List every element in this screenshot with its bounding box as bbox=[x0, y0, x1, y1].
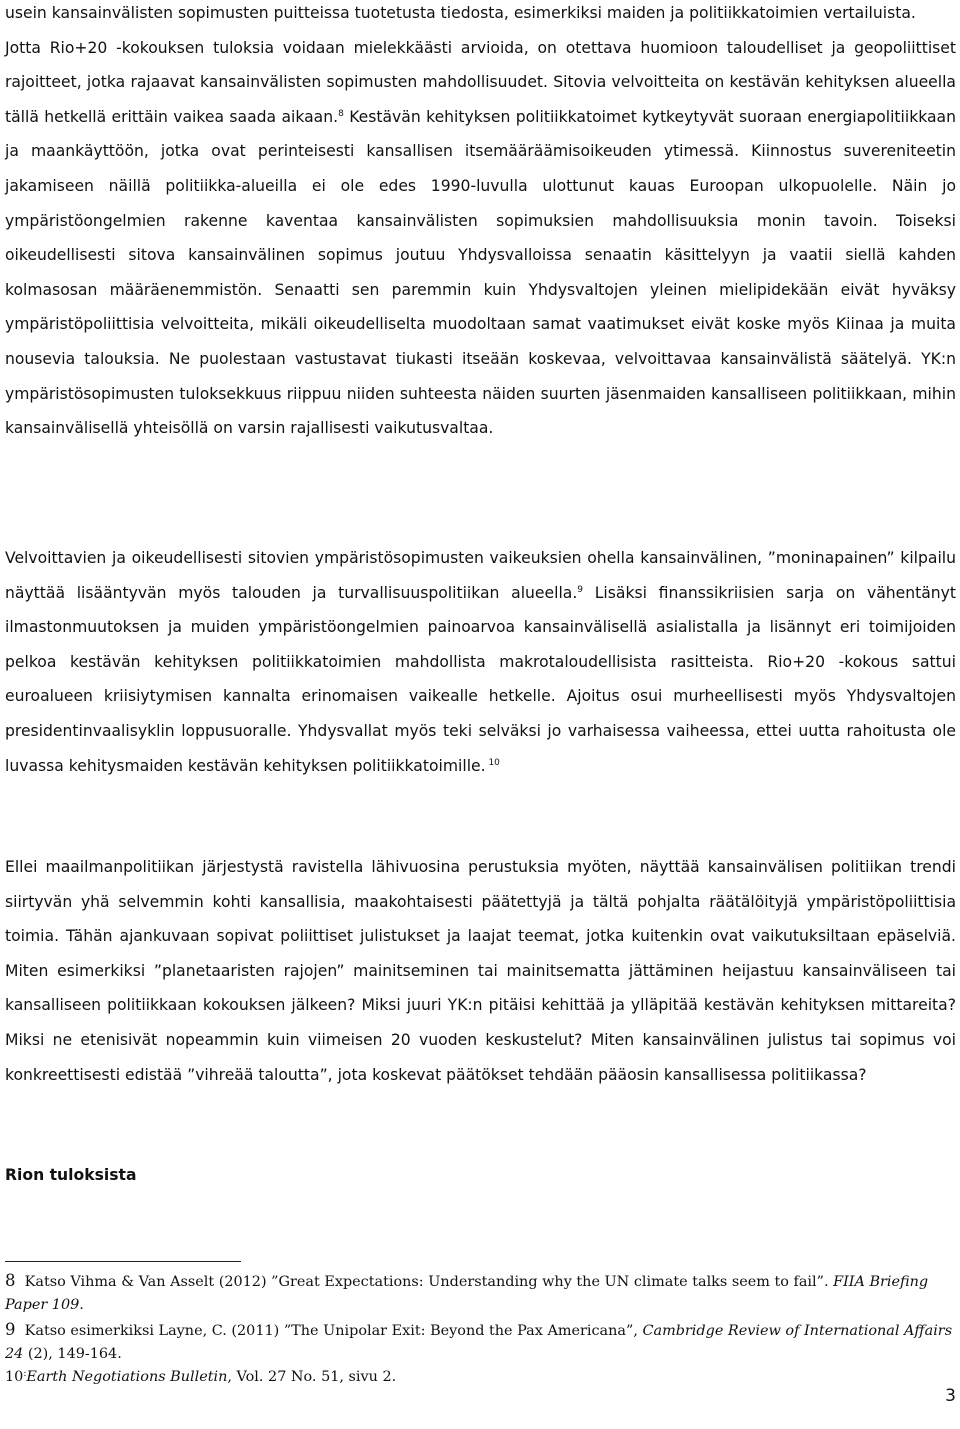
footnote-source-title: Earth Negotiations Bulletin bbox=[26, 1369, 228, 1386]
footnote-text: (2), 149-164. bbox=[23, 1345, 122, 1362]
paragraph-text: Velvoittavien ja oikeudellisesti sitovien ympäristösopimusten vaikeuksien ohella kansainvälinen, ”moninapainen” kilpailu näyttää lisääntyvän myös talouden ja turvallisuuspolitiikan alueella. bbox=[5, 549, 956, 602]
page-number: 3 bbox=[945, 1386, 956, 1406]
footnote-number: 8 bbox=[5, 1271, 16, 1290]
footnote bbox=[5, 1318, 955, 1367]
footnote-number: 10: bbox=[5, 1369, 27, 1386]
footnote-reference[interactable]: 9 bbox=[577, 584, 584, 595]
paragraph-text: Jotta Rio+20 -kokouksen tuloksia voidaan mielekkäästi arvioida, on otettava huomioon taloudelliset ja geopoliittiset rajoitteet, jotka rajaavat kansainvälisten sopimusten mahdollisuudet. Sitovia velvoitteita on kestävän kehityksen alueella tällä hetkellä erittäin vaikea saada aikaan. bbox=[5, 38, 956, 126]
paragraph-text: Lisäksi finanssikriisien sarja on vähentänyt ilmastonmuutoksen ja muiden ympäristöongelmien painoarvoa kansainvälisellä asialistalla ja lisännyt eri toimijoiden pelkoa kestävän kehityksen politiikkatoimien mahdollista makrotaloudellisista rasitteista. Rio+20 -kokous sattui euroalueen kriisiytymisen kannalta erinomaisen vaikealle hetkelle. Ajoitus osui murheellisesti myös Yhdysvaltojen presidentinvaalisyklin loppusuoralle. Yhdysvallat myös teki selväksi jo varhaisessa vaiheessa, ettei uutta rahoitusta ole luvassa kehitysmaiden kestävän kehityksen politiikkatoimille. bbox=[5, 583, 957, 775]
footnotes bbox=[5, 1269, 955, 1389]
footnote-reference[interactable]: 10 bbox=[485, 757, 500, 768]
footnote-separator bbox=[5, 1261, 241, 1262]
body-paragraph bbox=[5, 0, 956, 446]
paragraph-text: usein kansainvälisten sopimusten puitteissa tuotetusta tiedosta, esimerkiksi maiden ja politiikkatoimien vertailuista. bbox=[5, 4, 916, 22]
footnote bbox=[5, 1269, 955, 1318]
footnote-marker: : bbox=[23, 1369, 27, 1380]
footnote-source-title: Cambridge Review of International Affairs 24 bbox=[5, 1322, 953, 1362]
footnote-text: . bbox=[79, 1297, 84, 1314]
footnote-text: Katso esimerkiksi Layne, C. (2011) ”The Unipolar Exit: Beyond the Pax Americana”, bbox=[24, 1322, 643, 1339]
paragraph-text: Kestävän kehityksen politiikkatoimet kytkeytyvät suoraan energiapolitiikkaan ja maankäyttöön, jotka ovat perinteisesti kansallisen itsemääräämisoikeuden ytimessä. Kiinnostus suvereniteetin jakamiseen näillä politiikka-alueilla ei ole edes 1990-luvulla ulottunut kauas Euroopan ulkopuolelle. Näin jo ympäristöongelmien rakenne kaventaa kansainvälisten sopimuksien mahdollisuuksia monin tavoin. Toiseksi oikeudellisesti sitova kansainvälinen sopimus joutuu Yhdysvalloissa senaatin käsittelyyn ja vaatii siellä kahden kolmasosan määräenemmistön. Senaatti sen paremmin kuin Yhdysvaltojen yleinen mielipidekään eivät hyväksy ympäristöpoliittisia velvoitteita, mikäli oikeudelliselta muodoltaan samat vaatimukset eivät koske myös Kiinaa ja muita nousevia talouksia. Ne puolestaan vastustavat tiukasti itseään koskevaa, velvoittavaa kansainvälistä säätelyä. YK:n ympäristösopimusten tuloksekkuus riippuu niiden suhteesta näiden suurten jäsenmaiden kansalliseen politiikkaan, mihin kansainvälisellä yhteisöllä on varsin rajallisesti vaikutusvaltaa. bbox=[5, 107, 956, 438]
body-paragraph bbox=[5, 541, 956, 783]
section-heading: Rion tuloksista bbox=[5, 1166, 137, 1184]
footnote-source-title: FIIA Briefing Paper 109 bbox=[5, 1274, 929, 1314]
footnote-number: 9 bbox=[5, 1319, 16, 1339]
footnote-text: Katso Vihma & Van Asselt (2012) ”Great Expectations: Understanding why the UN climate talks seem to fail”. bbox=[24, 1274, 834, 1290]
body-paragraph bbox=[5, 850, 956, 1092]
footnote-text: , Vol. 27 No. 51, sivu 2. bbox=[227, 1369, 397, 1386]
footnote bbox=[5, 1366, 955, 1389]
paragraph-text: Ellei maailmanpolitiikan järjestystä ravistella lähivuosina perustuksia myöten, näyttää kansainvälisen politiikan trendi siirtyvän yhä selvemmin kohti kansallisia, maakohtaisesti päätettyjä ja tältä pohjalta räätälöityjä ympäristöpoliittisia toimia. Tähän ajankuvaan sopivat poliittiset julistukset ja laajat teemat, jotka kuitenkin ovat vaikutuksiltaan epäselviä. Miten esimerkiksi ”planetaaristen rajojen” mainitseminen tai mainitsematta jättäminen heijastuu kansainväliseen tai kansalliseen politiikkaan kokouksen jälkeen? Miksi juuri YK:n pitäisi kehittää ja ylläpitää kestävän kehityksen mittareita? Miksi ne etenisivät nopeammin kuin viimeisen 20 vuoden keskustelut? Miten kansainvälinen julistus tai sopimus voi konkreettisesti edistää ”vihreää taloutta”, jota koskevat päätökset tehdään pääosin kansallisessa politiikassa? bbox=[5, 858, 956, 1084]
footnote-reference[interactable]: 8 bbox=[338, 108, 344, 119]
